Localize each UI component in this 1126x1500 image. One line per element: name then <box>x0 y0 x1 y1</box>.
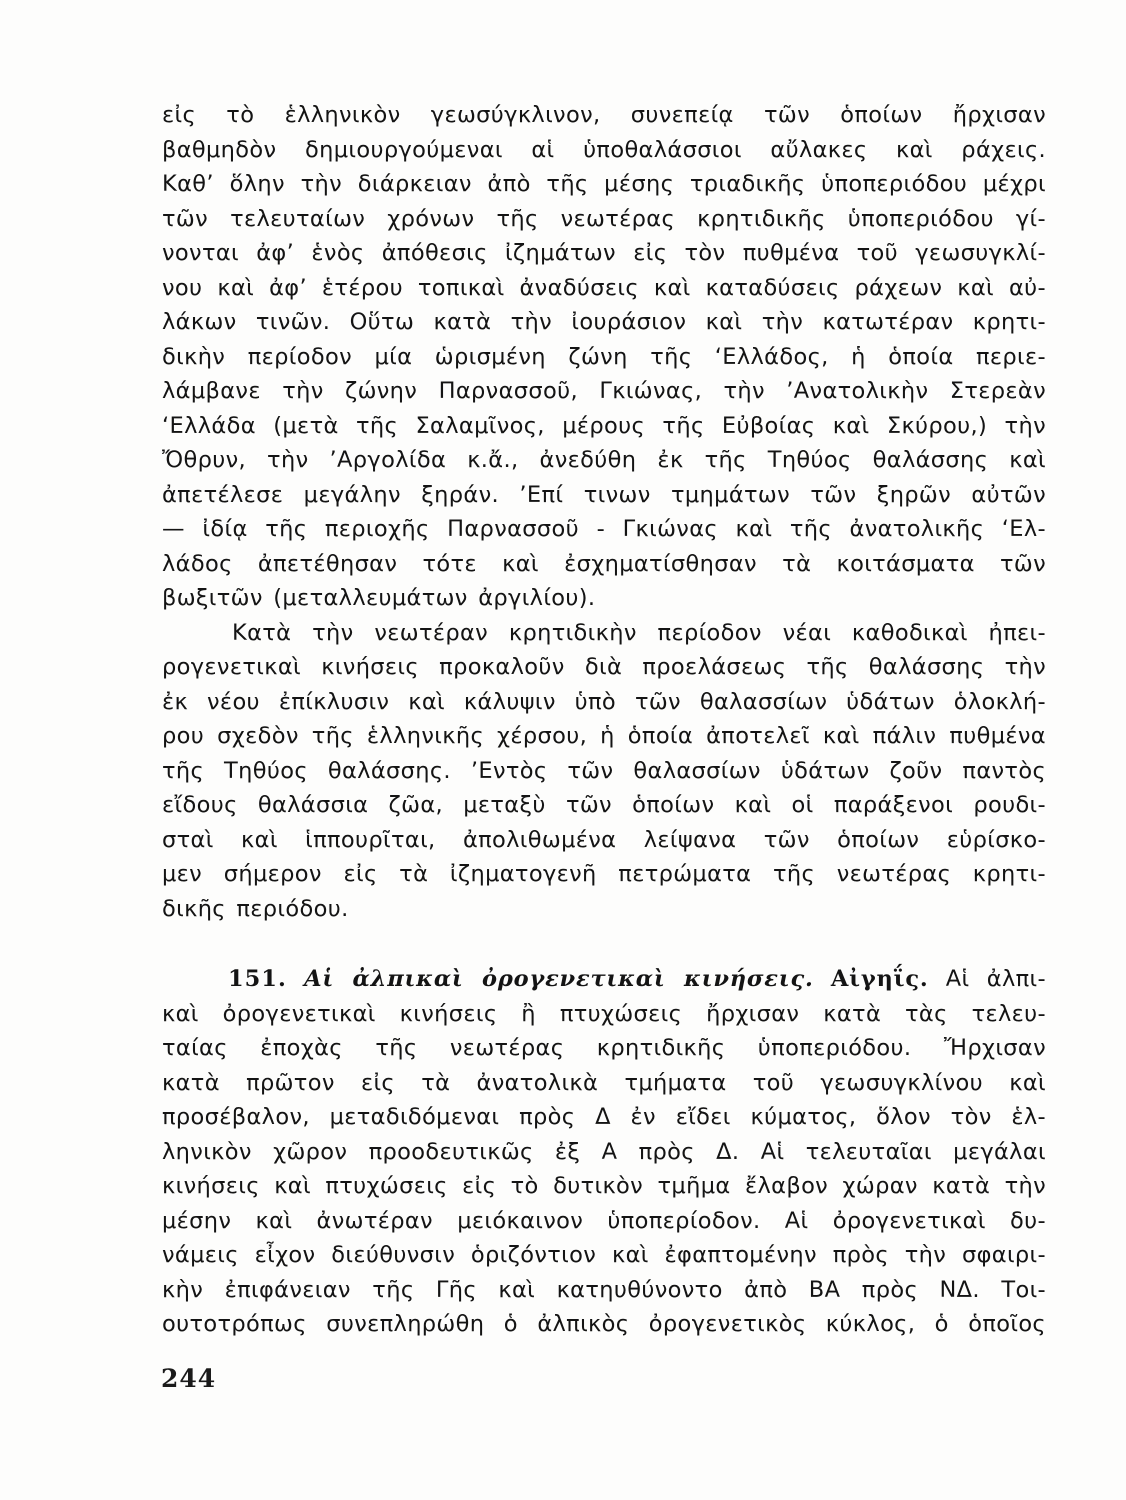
text-block <box>162 98 1046 1342</box>
text-line: νου καὶ ἀφ’ ἑτέρου τοπικαὶ ἀναδύσεις καὶ καταδύσεις ράχεων καὶ αὐ- <box>162 274 1046 301</box>
text-line: προσέβαλον, μεταδιδόμεναι πρὸς Δ ἐν εἴδει κύματος, ὅλον τὸν ἑλ- <box>162 1104 1046 1130</box>
text-line: εἴδους θαλάσσια ζῶα, μεταξὺ τῶν ὁποίων καὶ οἱ παράξενοι ρουδι- <box>162 792 1046 818</box>
text-line: τῶν τελευταίων χρόνων τῆς νεωτέρας κρητιδικῆς ὑποπεριόδου γί- <box>162 205 1046 232</box>
text-line: Καθ’ ὅλην τὴν διάρκειαν ἀπὸ τῆς μέσης τριαδικῆς ὑποπεριόδου μέχρι <box>162 171 1046 197</box>
text-line: μέσην καὶ ἀνωτέραν μειόκαινον ὑποπερίοδον. Αἱ ὀρογενετικαὶ δυ- <box>162 1207 1046 1234</box>
text-line: νάμεις εἶχον διεύθυνσιν ὁριζόντιον καὶ ἐφαπτομένην πρὸς τὴν σφαιρι- <box>162 1242 1046 1268</box>
text-line: κατὰ πρῶτον εἰς τὰ ἀνατολικὰ τμήματα τοῦ γεωσυγκλίνου καὶ <box>162 1069 1046 1096</box>
text-line: — ἰδίᾳ τῆς περιοχῆς Παρνασσοῦ - Γκιώνας καὶ τῆς ἀνατολικῆς ‘Ελ- <box>162 516 1046 542</box>
text-line: τῆς Τηθύος θαλάσσης. ’Εντὸς τῶν θαλασσίων ὑδάτων ζοῦν παντὸς <box>162 757 1046 784</box>
section-gap <box>162 926 1046 962</box>
section-heading-line <box>162 962 1046 997</box>
section-first-line-text: Αἱ ἀλπι- <box>945 966 1046 992</box>
text-line: ληνικὸν χῶρον προοδευτικῶς ἐξ Α πρὸς Δ. Αἱ τελευταῖαι μεγάλαι <box>162 1138 1046 1165</box>
section-151 <box>162 962 1046 1342</box>
section-number: 151. <box>228 966 287 992</box>
text-line: ἀπετέλεσε μεγάλην ξηράν. ’Επί τινων τμημάτων τῶν ξηρῶν αὐτῶν <box>162 481 1046 508</box>
text-line: κινήσεις καὶ πτυχώσεις εἰς τὸ δυτικὸν τμῆμα ἔλαβον χώραν κατὰ τὴν <box>162 1173 1046 1199</box>
text-line: νονται ἀφ’ ἑνὸς ἀπόθεσις ἰζημάτων εἰς τὸν πυθμένα τοῦ γεωσυγκλί- <box>162 240 1046 266</box>
text-line: κὴν ἐπιφάνειαν τῆς Γῆς καὶ κατηυθύνοντο ἀπὸ ΒΑ πρὸς ΝΔ. Τοι- <box>162 1276 1046 1303</box>
text-line: Κατὰ τὴν νεωτέραν κρητιδικὴν περίοδον νέαι καθοδικαὶ ἠπει- <box>232 619 1046 646</box>
text-line: ρογενετικαὶ κινήσεις προκαλοῦν διὰ προελάσεως τῆς θαλάσσης τὴν <box>162 654 1046 680</box>
text-line: λάδος ἀπετέθησαν τότε καὶ ἐσχηματίσθησαν τὰ κοιτάσματα τῶν <box>162 550 1046 577</box>
text-line: μεν σήμερον εἰς τὰ ἰζηματογενῆ πετρώματα τῆς νεωτέρας κρητι- <box>162 861 1046 887</box>
text-line: εἰς τὸ ἑλληνικὸν γεωσύγκλινον, συνεπείᾳ τῶν ὁποίων ἤρχισαν <box>162 102 1046 128</box>
text-line: λάμβανε τὴν ζώνην Παρνασσοῦ, Γκιώνας, τὴν ’Ανατολικὴν Στερεὰν <box>162 378 1046 404</box>
paragraph-continued <box>162 98 1046 616</box>
text-line: καὶ ὀρογενετικαὶ κινήσεις ἢ πτυχώσεις ἤρχισαν κατὰ τὰς τελευ- <box>162 1000 1046 1027</box>
text-line: δικὴν περίοδον μία ὡρισμένη ζώνη τῆς ‘Ελλάδος, ἡ ὁποία περιε- <box>162 343 1046 370</box>
page-number: 244 <box>161 1364 217 1393</box>
text-line: Ὄθρυν, τὴν ’Αργολίδα κ.ἄ., ἀνεδύθη ἐκ τῆς Τηθύος θαλάσσης καὶ <box>162 447 1046 473</box>
section-subtitle: Αἰγηΐς. <box>830 966 929 992</box>
text-line: ουτοτρόπως συνεπληρώθη ὁ ἀλπικὸς ὀρογενετικὸς κύκλος, ὁ ὁποῖος <box>162 1311 1046 1337</box>
text-line: ἐκ νέου ἐπίκλυσιν καὶ κάλυψιν ὑπὸ τῶν θαλασσίων ὑδάτων ὁλοκλή- <box>162 688 1046 715</box>
text-line: ταίας ἐποχὰς τῆς νεωτέρας κρητιδικῆς ὑποπεριόδου. Ἤρχισαν <box>162 1035 1046 1061</box>
text-line: λάκων τινῶν. Οὕτω κατὰ τὴν ἰουράσιον καὶ τὴν κατωτέραν κρητι- <box>162 309 1046 335</box>
text-line: σταὶ καὶ ἱππουρῖται, ἀπολιθωμένα λείψανα τῶν ὁποίων εὑρίσκο- <box>162 826 1046 853</box>
text-line: ρου σχεδὸν τῆς ἑλληνικῆς χέρσου, ἡ ὁποία ἀποτελεῖ καὶ πάλιν πυθμένα <box>162 723 1046 749</box>
paragraph <box>162 616 1046 927</box>
text-line: βαθμηδὸν δημιουργούμεναι αἱ ὑποθαλάσσιοι αὔλακες καὶ ράχεις. <box>162 136 1046 163</box>
text-line: ‘Ελλάδα (μετὰ τῆς Σαλαμῖνος, μέρους τῆς Εὐβοίας καὶ Σκύρου,) τὴν <box>162 412 1046 439</box>
text-line: δικῆς περιόδου. <box>162 895 349 922</box>
text-line: βωξιτῶν (μεταλλευμάτων ἀργιλίου). <box>162 585 596 611</box>
section-title: Αἱ ἀλπικαὶ ὀρογενετικαὶ κινήσεις. <box>304 966 814 992</box>
